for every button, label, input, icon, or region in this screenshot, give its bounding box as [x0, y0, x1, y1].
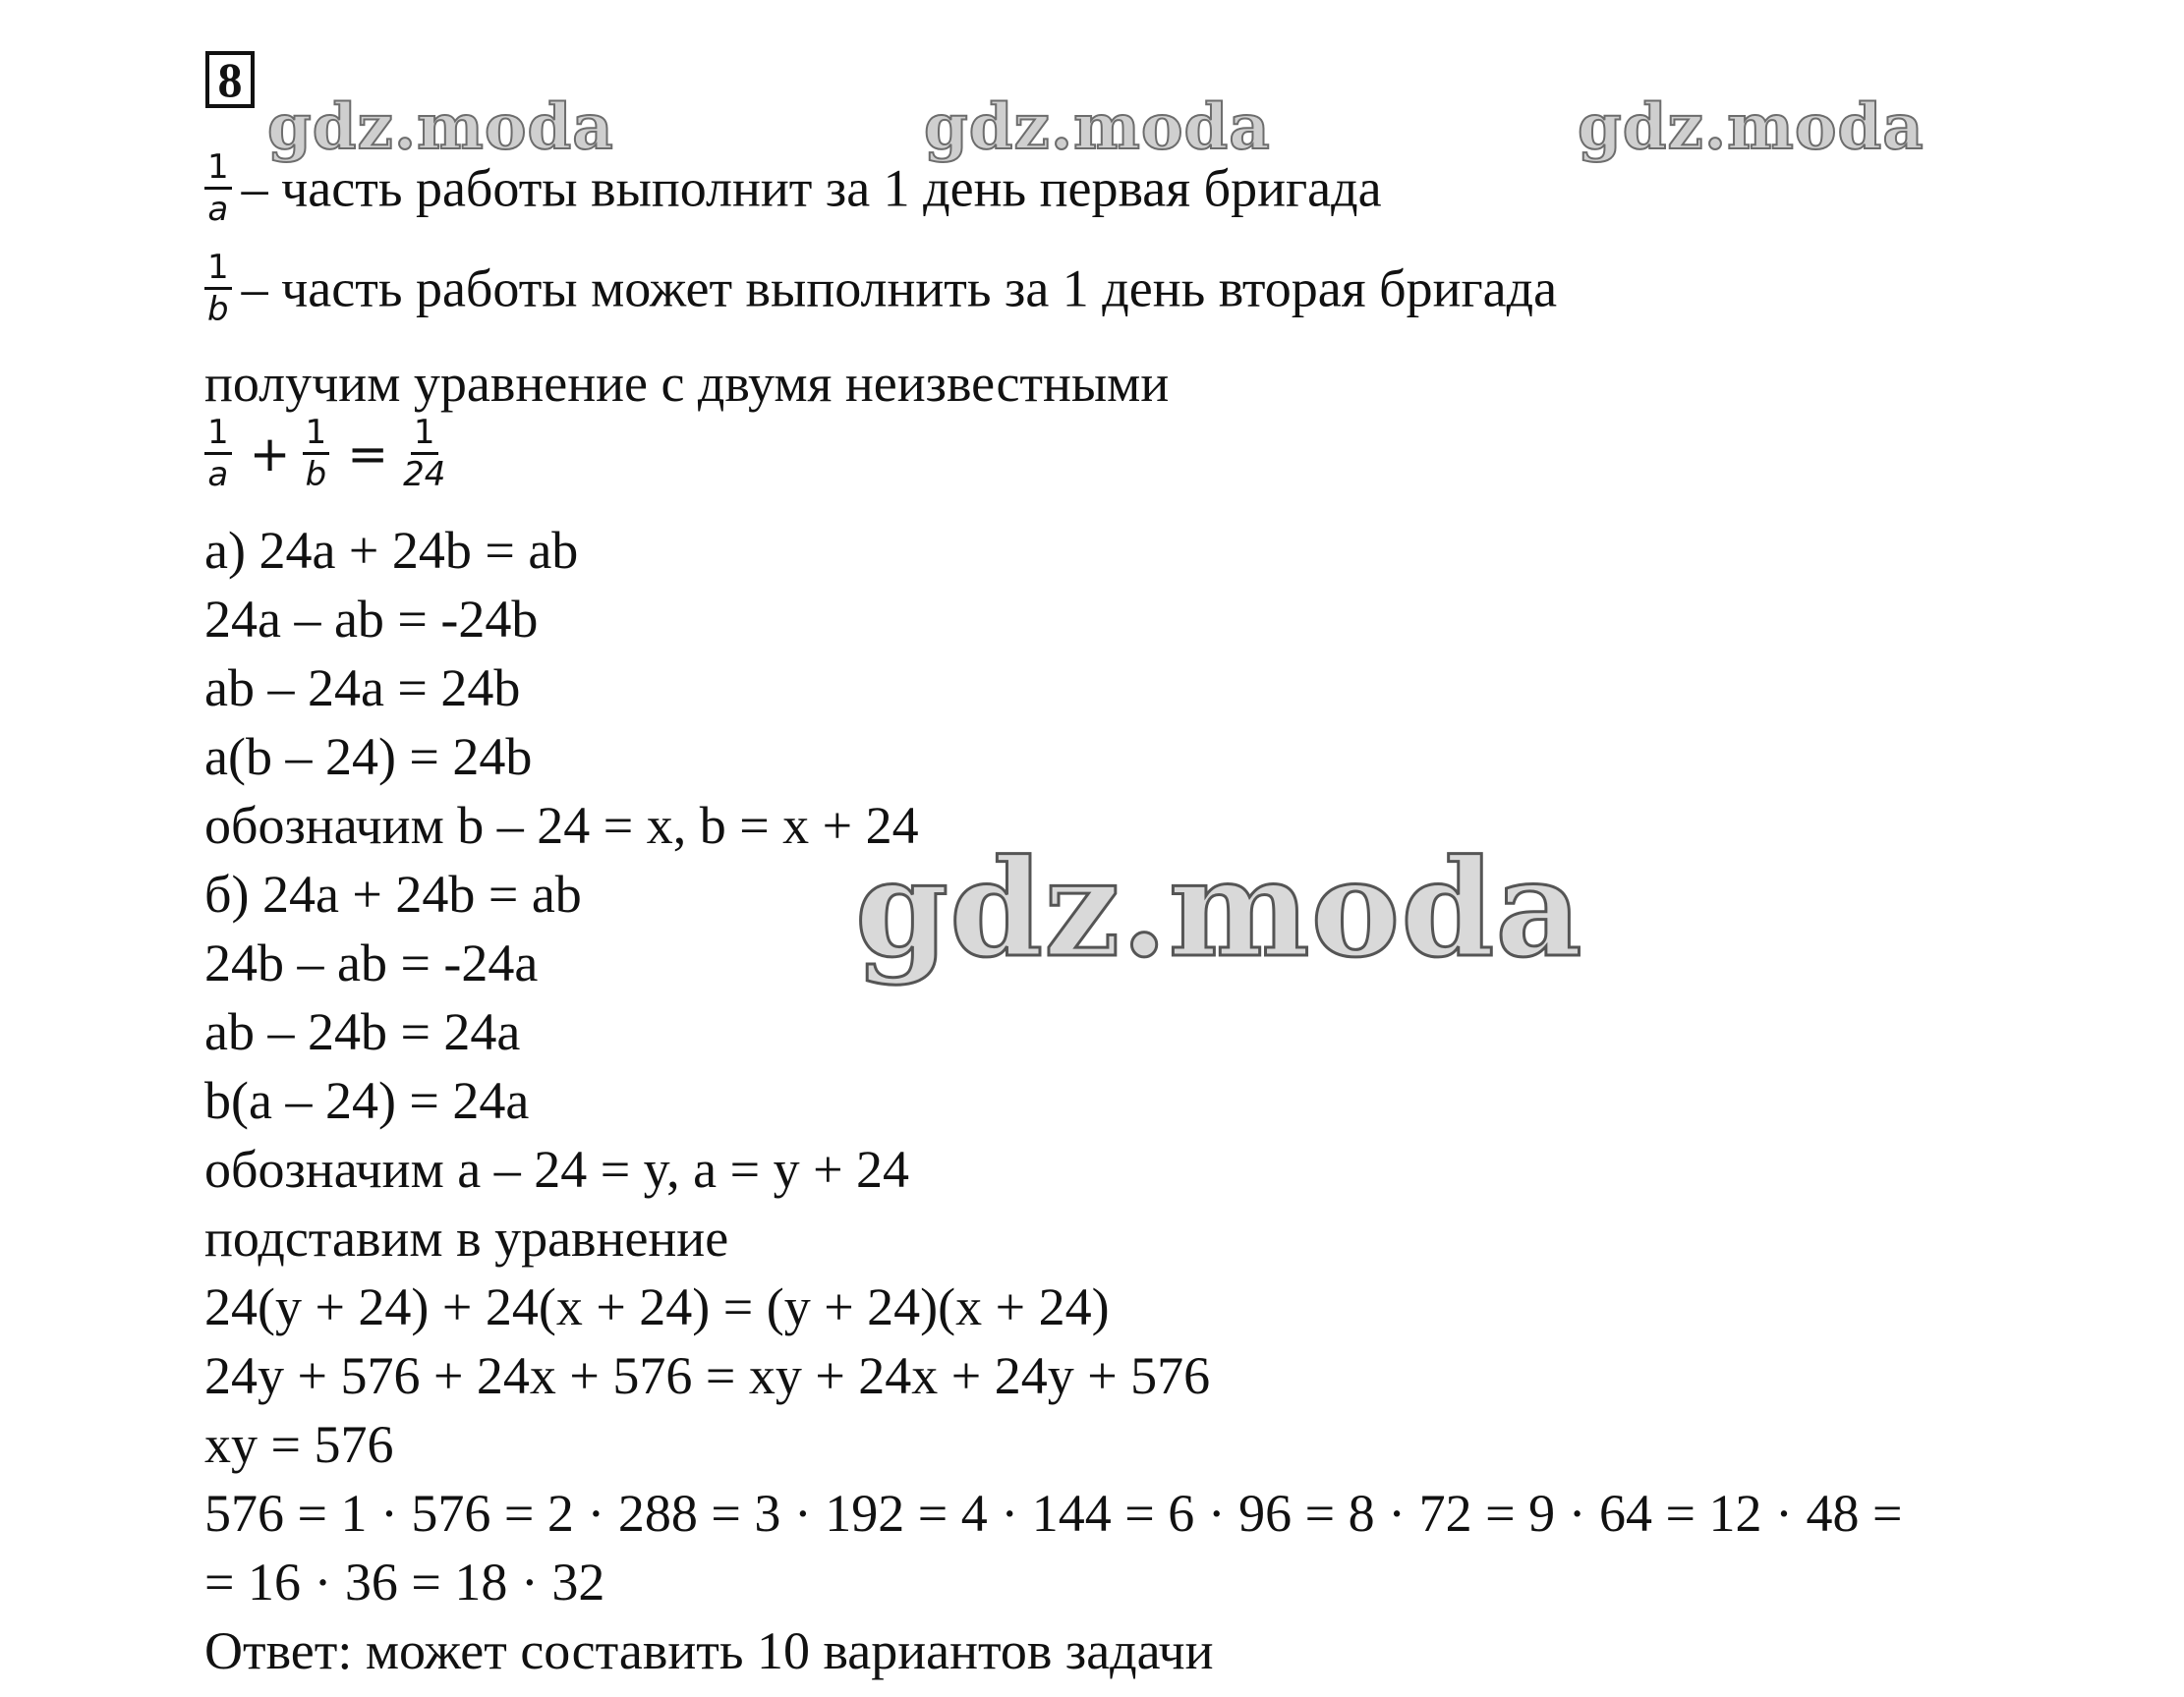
fraction-equation: [204, 413, 454, 494]
watermark-logo-2: gdz.moda: [924, 90, 1271, 164]
fraction-denominator: b: [207, 290, 229, 329]
fraction-denominator: 24: [403, 455, 446, 494]
fraction-1-over-b: [303, 413, 330, 494]
watermark-logo-1: gdz.moda: [267, 90, 614, 164]
solution-line: xy = 576: [204, 1415, 394, 1474]
fraction-numerator: 1: [204, 248, 232, 290]
problem-number: 8: [205, 51, 255, 108]
fraction-1-over-a: [204, 147, 232, 229]
fraction-denominator: a: [207, 455, 229, 494]
intro-text-1: – часть работы выполнит за 1 день первая бригада: [241, 158, 1382, 218]
solution-line: 24(y + 24) + 24(x + 24) = (y + 24)(x + 24): [204, 1277, 1110, 1336]
fraction-numerator: 1: [204, 147, 232, 190]
solution-line: ab – 24a = 24b: [204, 658, 521, 717]
fraction-denominator: b: [305, 455, 327, 494]
fraction-1-over-24: [400, 413, 448, 494]
solution-line: обозначим b – 24 = x, b = x + 24: [204, 796, 919, 855]
solution-line: 24a – ab = -24b: [204, 590, 539, 649]
plus-sign: +: [249, 424, 291, 482]
fraction-numerator: 1: [411, 413, 438, 455]
solution-line: подставим в уравнение: [204, 1209, 729, 1268]
watermark-logo-3: gdz.moda: [1578, 90, 1925, 164]
intro-line-3: получим уравнение с двумя неизвестными: [204, 354, 1170, 413]
solution-line: а) 24a + 24b = ab: [204, 521, 579, 580]
fraction-denominator: a: [207, 190, 229, 229]
intro-text-2: – часть работы может выполнить за 1 день вторая бригада: [241, 258, 1558, 318]
solution-line: = 16 · 36 = 18 · 32: [204, 1553, 605, 1612]
equals-sign: =: [347, 424, 389, 482]
solution-line: обозначим a – 24 = y, a = y + 24: [204, 1140, 910, 1199]
intro-line-1: [204, 147, 1382, 229]
answer-line: Ответ: может составить 10 вариантов задачи: [204, 1621, 1214, 1680]
solution-line: б) 24a + 24b = ab: [204, 865, 582, 924]
watermark-logo-large: gdz.moda: [855, 830, 1583, 988]
solution-line: 24b – ab = -24a: [204, 933, 539, 992]
solution-line: b(a – 24) = 24a: [204, 1071, 530, 1130]
intro-line-2: [204, 248, 1557, 329]
fraction-numerator: 1: [204, 413, 232, 455]
solution-line: ab – 24b = 24a: [204, 1002, 521, 1061]
solution-line: 576 = 1 · 576 = 2 · 288 = 3 · 192 = 4 · 144 = 6 · 96 = 8 · 72 = 9 · 64 = 12 · 48 =: [204, 1484, 1903, 1543]
solution-line: 24y + 576 + 24x + 576 = xy + 24x + 24y + 576: [204, 1346, 1211, 1405]
solution-line: a(b – 24) = 24b: [204, 727, 533, 786]
fraction-numerator: 1: [303, 413, 330, 455]
fraction-1-over-a: [204, 413, 232, 494]
fraction-1-over-b: [204, 248, 232, 329]
